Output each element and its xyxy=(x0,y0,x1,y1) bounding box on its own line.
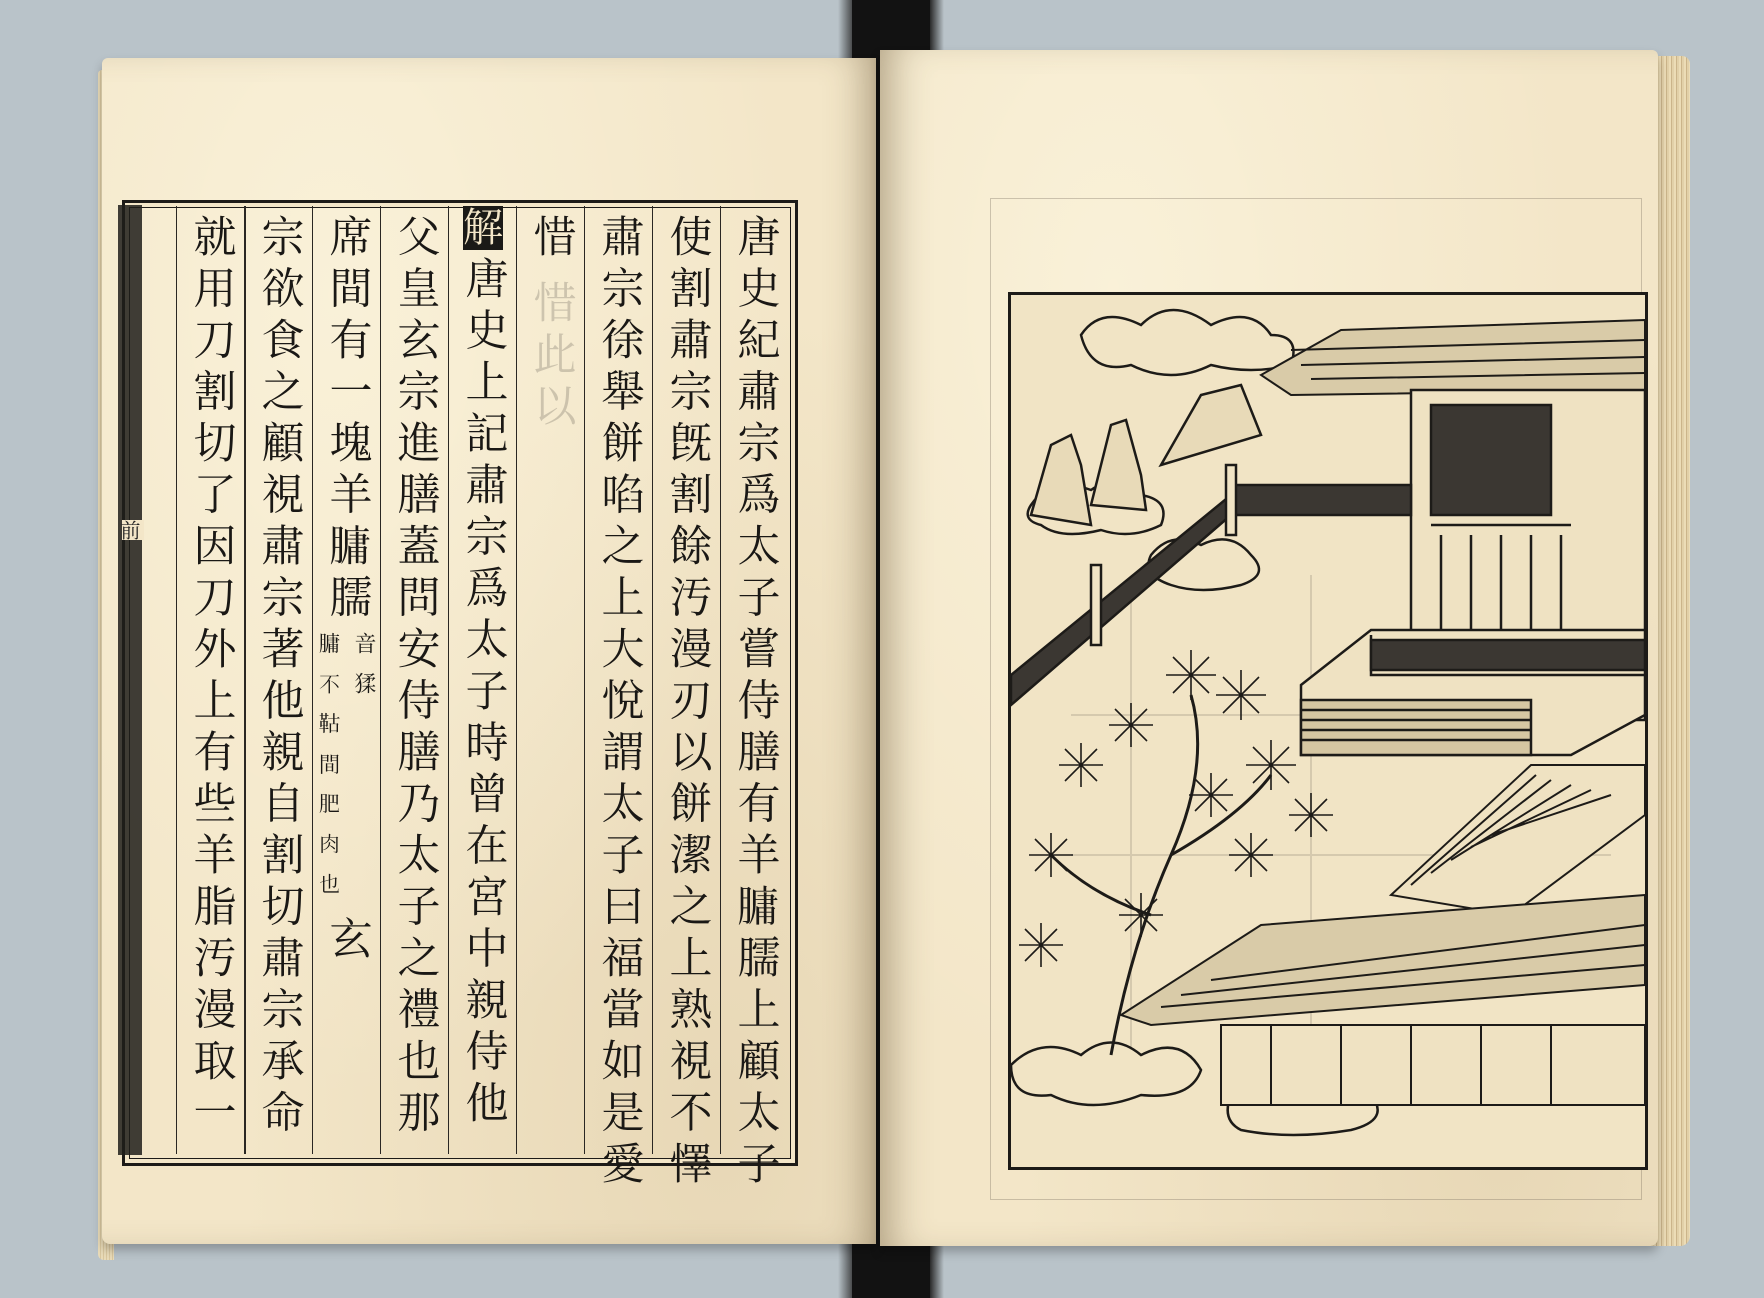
palace-terrace-illustration xyxy=(1011,295,1645,1167)
lower-platform xyxy=(1301,630,1645,755)
commentary-line-3: 席間有一塊羊𦟛臑 xyxy=(322,214,373,626)
woodblock-illustration xyxy=(1008,292,1648,1170)
commentary-line-5: 就用刀割切了因刀外上有些羊脂汚漫取一 xyxy=(186,214,237,1141)
bleed-through-text-1: 惜此以 xyxy=(526,279,577,434)
text-column-6 xyxy=(380,206,449,1154)
text-column-3 xyxy=(584,206,653,1193)
commentary-label: 解 xyxy=(463,205,503,251)
gloss-sound: 音猱 xyxy=(351,632,376,712)
text-column-9 xyxy=(176,206,246,1154)
commentary-line-2: 父皇玄宗進膳蓋問安侍膳乃太子之禮也那 xyxy=(390,214,441,1141)
text-column-4 xyxy=(516,206,585,1154)
gloss-meaning: 𦟛不𩊉間肥肉也 xyxy=(316,632,341,912)
text-column-5 xyxy=(448,206,517,1154)
ban-xin-fish-tail xyxy=(118,205,142,1155)
text-column-7 xyxy=(312,206,381,1154)
commentary-line-4: 宗欲食之顧視肅宗著他親自割切肅宗承命 xyxy=(254,214,305,1141)
main-text-line-3: 肅宗徐舉餅啗之上大悅謂太子曰福當如是愛 xyxy=(594,214,645,1193)
text-column-8 xyxy=(244,206,313,1154)
commentary-line-3-end: 玄 xyxy=(322,916,373,968)
text-column-2 xyxy=(652,206,721,1193)
ban-xin-title: 前 xyxy=(122,520,144,540)
main-text-line-2: 使割肅宗旣割餘汚漫刃以餅潔之上熟視不懌 xyxy=(662,214,713,1193)
text-column-1 xyxy=(720,206,789,1193)
main-text-line-1: 唐史紀肅宗爲太子嘗侍膳有羊𦟛臑上顧太子 xyxy=(730,214,781,1193)
commentary-line-1: 唐史上記肅宗爲太子時曾在宮中親侍他 xyxy=(458,256,509,1132)
main-text-line-4: 惜 xyxy=(526,214,577,266)
